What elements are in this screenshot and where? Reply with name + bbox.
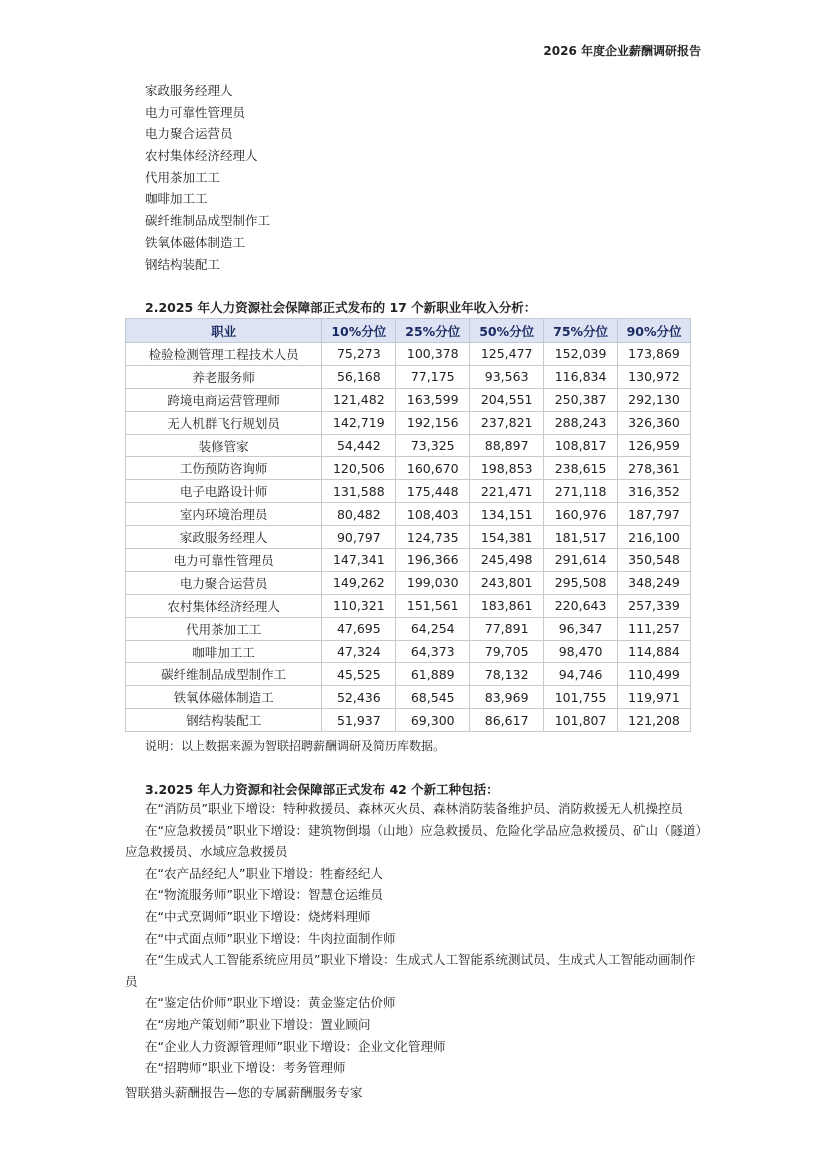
salary-value-cell: 175,448 <box>396 480 470 503</box>
salary-value-cell: 196,366 <box>396 549 470 572</box>
salary-value-cell: 152,039 <box>544 343 618 366</box>
occupation-list-item: 家政服务经理人 <box>145 83 233 98</box>
occupation-cell: 检验检测管理工程技术人员 <box>126 343 322 366</box>
salary-value-cell: 119,971 <box>618 686 691 709</box>
salary-value-cell: 288,243 <box>544 411 618 434</box>
salary-value-cell: 142,719 <box>322 411 396 434</box>
table-row <box>126 617 691 640</box>
salary-value-cell: 130,972 <box>618 365 691 388</box>
salary-value-cell: 183,861 <box>470 594 544 617</box>
salary-value-cell: 88,897 <box>470 434 544 457</box>
table-header-cell: 90%分位 <box>618 319 691 343</box>
occupation-list-item: 电力可靠性管理员 <box>145 104 246 120</box>
salary-value-cell: 61,889 <box>396 663 470 686</box>
table-row <box>126 480 691 503</box>
salary-value-cell: 220,643 <box>544 594 618 617</box>
salary-value-cell: 80,482 <box>322 503 396 526</box>
salary-value-cell: 64,373 <box>396 640 470 663</box>
occupation-cell: 家政服务经理人 <box>126 526 322 549</box>
salary-value-cell: 257,339 <box>618 594 691 617</box>
new-job-type-line: 在“鉴定估价师”职业下增设：黄金鉴定估价师 <box>145 995 396 1011</box>
occupation-cell: 电力可靠性管理员 <box>126 549 322 572</box>
new-job-type-item <box>125 1057 705 1079</box>
salary-value-cell: 160,976 <box>544 503 618 526</box>
salary-value-cell: 86,617 <box>470 709 544 732</box>
salary-value-cell: 114,884 <box>618 640 691 663</box>
new-job-type-line: 在“应急救援员”职业下增设：建筑物倒塌（山地）应急救援员、危险化学品应急救援员、矿山（隧道） <box>145 822 708 838</box>
table-row <box>126 686 691 709</box>
salary-value-cell: 108,403 <box>396 503 470 526</box>
salary-value-cell: 243,801 <box>470 571 544 594</box>
page-header-title: 2026 年度企业薪酬调研报告 <box>543 44 701 58</box>
salary-value-cell: 64,254 <box>396 617 470 640</box>
new-job-type-line: 在“房地产策划师”职业下增设：置业顾问 <box>145 1016 371 1032</box>
salary-value-cell: 77,891 <box>470 617 544 640</box>
new-job-type-item <box>125 820 708 863</box>
occupation-list-item: 钢结构装配工 <box>145 256 221 272</box>
salary-value-cell: 101,807 <box>544 709 618 732</box>
occupation-list-item: 电力聚合运营员 <box>145 126 233 142</box>
salary-value-cell: 250,387 <box>544 388 618 411</box>
occupation-cell: 咖啡加工工 <box>126 640 322 663</box>
salary-value-cell: 111,257 <box>618 617 691 640</box>
salary-value-cell: 78,132 <box>470 663 544 686</box>
occupation-cell: 工伤预防咨询师 <box>126 457 322 480</box>
table-header-cell: 25%分位 <box>396 319 470 343</box>
salary-value-cell: 238,615 <box>544 457 618 480</box>
new-job-type-item <box>125 798 705 820</box>
salary-value-cell: 75,273 <box>322 343 396 366</box>
occupation-cell: 养老服务师 <box>126 365 322 388</box>
table-row <box>126 434 691 457</box>
section3-title: 3.2025 年人力资源和社会保障部正式发布 42 个新工种包括： <box>145 782 499 797</box>
table-body <box>126 343 691 732</box>
salary-value-cell: 98,470 <box>544 640 618 663</box>
salary-value-cell: 52,436 <box>322 686 396 709</box>
salary-table <box>125 318 691 732</box>
salary-value-cell: 160,670 <box>396 457 470 480</box>
salary-value-cell: 45,525 <box>322 663 396 686</box>
salary-value-cell: 151,561 <box>396 594 470 617</box>
new-job-type-line: 在“生成式人工智能系统应用员”职业下增设：生成式人工智能系统测试员、生成式人工智能动画制作 <box>145 952 696 968</box>
new-job-types-list <box>125 798 708 1079</box>
new-job-type-line: 在“中式烹调师”职业下增设：烧烤料理师 <box>145 908 371 924</box>
salary-value-cell: 51,937 <box>322 709 396 732</box>
salary-value-cell: 147,341 <box>322 549 396 572</box>
table-row <box>126 549 691 572</box>
table-row <box>126 526 691 549</box>
new-job-type-line: 在“中式面点师”职业下增设：牛肉拉面制作师 <box>145 930 396 946</box>
occupation-list-item: 代用茶加工工 <box>145 169 221 185</box>
new-job-type-item <box>125 906 705 928</box>
salary-value-cell: 68,545 <box>396 686 470 709</box>
salary-value-cell: 73,325 <box>396 434 470 457</box>
new-job-type-item <box>125 949 705 992</box>
salary-value-cell: 134,151 <box>470 503 544 526</box>
footer-slogan: 智联猎头薪酬报告—您的专属薪酬服务专家 <box>125 1085 363 1100</box>
occupation-cell: 电子电路设计师 <box>126 480 322 503</box>
salary-value-cell: 149,262 <box>322 571 396 594</box>
salary-value-cell: 100,378 <box>396 343 470 366</box>
salary-value-cell: 271,118 <box>544 480 618 503</box>
salary-value-cell: 110,321 <box>322 594 396 617</box>
salary-value-cell: 292,130 <box>618 388 691 411</box>
new-job-type-line: 员 <box>125 973 138 989</box>
salary-value-cell: 56,168 <box>322 365 396 388</box>
occupation-list-item: 碳纤维制品成型制作工 <box>145 213 271 229</box>
new-job-type-line: 在“企业人力资源管理师”职业下增设：企业文化管理师 <box>145 1038 446 1054</box>
salary-value-cell: 101,755 <box>544 686 618 709</box>
new-job-type-item <box>125 992 705 1014</box>
salary-value-cell: 245,498 <box>470 549 544 572</box>
table-row <box>126 365 691 388</box>
new-job-type-item <box>125 863 705 885</box>
salary-value-cell: 326,360 <box>618 411 691 434</box>
salary-value-cell: 116,834 <box>544 365 618 388</box>
data-source-note: 说明：以上数据来源为智联招聘薪酬调研及简历库数据。 <box>145 739 446 753</box>
table-row <box>126 411 691 434</box>
occupation-cell: 碳纤维制品成型制作工 <box>126 663 322 686</box>
table-row <box>126 663 691 686</box>
occupation-list-item: 农村集体经济经理人 <box>145 148 258 164</box>
salary-value-cell: 93,563 <box>470 365 544 388</box>
salary-value-cell: 173,869 <box>618 343 691 366</box>
salary-value-cell: 163,599 <box>396 388 470 411</box>
new-job-type-item <box>125 1014 705 1036</box>
salary-value-cell: 77,175 <box>396 365 470 388</box>
new-job-type-item <box>125 884 705 906</box>
salary-value-cell: 316,352 <box>618 480 691 503</box>
occupation-list-item: 咖啡加工工 <box>145 191 208 207</box>
salary-value-cell: 121,482 <box>322 388 396 411</box>
occupation-cell: 电力聚合运营员 <box>126 571 322 594</box>
occupation-cell: 无人机群飞行规划员 <box>126 411 322 434</box>
table-header-cell: 职业 <box>126 319 322 343</box>
table-row <box>126 343 691 366</box>
new-job-type-line: 在“招聘师”职业下增设：考务管理师 <box>145 1060 346 1076</box>
salary-value-cell: 90,797 <box>322 526 396 549</box>
salary-value-cell: 94,746 <box>544 663 618 686</box>
new-job-type-line: 在“物流服务师”职业下增设：智慧仓运维员 <box>145 887 383 903</box>
salary-value-cell: 278,361 <box>618 457 691 480</box>
salary-value-cell: 187,797 <box>618 503 691 526</box>
salary-value-cell: 216,100 <box>618 526 691 549</box>
salary-value-cell: 125,477 <box>470 343 544 366</box>
salary-value-cell: 83,969 <box>470 686 544 709</box>
table-header-cell: 10%分位 <box>322 319 396 343</box>
new-job-type-line: 在“消防员”职业下增设：特种救援员、森林灭火员、森林消防装备维护员、消防救援无人机操控员 <box>145 801 683 816</box>
salary-value-cell: 120,506 <box>322 457 396 480</box>
section2-title: 2.2025 年人力资源社会保障部正式发布的 17 个新职业年收入分析： <box>145 300 537 315</box>
salary-value-cell: 199,030 <box>396 571 470 594</box>
salary-value-cell: 108,817 <box>544 434 618 457</box>
salary-value-cell: 110,499 <box>618 663 691 686</box>
new-job-type-line: 在“农产品经纪人”职业下增设：牲畜经纪人 <box>145 865 383 881</box>
table-row <box>126 503 691 526</box>
table-row <box>126 571 691 594</box>
salary-value-cell: 124,735 <box>396 526 470 549</box>
salary-value-cell: 131,588 <box>322 480 396 503</box>
occupation-list-item: 铁氧体磁体制造工 <box>145 234 246 250</box>
salary-value-cell: 291,614 <box>544 549 618 572</box>
new-job-type-line: 应急救援员、水域应急救援员 <box>125 844 288 860</box>
salary-value-cell: 96,347 <box>544 617 618 640</box>
salary-value-cell: 192,156 <box>396 411 470 434</box>
salary-value-cell: 198,853 <box>470 457 544 480</box>
new-job-type-item <box>125 1036 705 1058</box>
occupation-cell: 跨境电商运营管理师 <box>126 388 322 411</box>
salary-value-cell: 295,508 <box>544 571 618 594</box>
salary-value-cell: 348,249 <box>618 571 691 594</box>
occupation-cell: 铁氧体磁体制造工 <box>126 686 322 709</box>
salary-value-cell: 121,208 <box>618 709 691 732</box>
salary-value-cell: 154,381 <box>470 526 544 549</box>
salary-value-cell: 204,551 <box>470 388 544 411</box>
salary-value-cell: 47,324 <box>322 640 396 663</box>
occupation-list <box>145 80 270 275</box>
table-row <box>126 594 691 617</box>
table-row <box>126 457 691 480</box>
occupation-cell: 钢结构装配工 <box>126 709 322 732</box>
salary-value-cell: 126,959 <box>618 434 691 457</box>
occupation-cell: 农村集体经济经理人 <box>126 594 322 617</box>
new-job-type-item <box>125 928 705 950</box>
table-row <box>126 709 691 732</box>
table-header-row <box>126 319 691 343</box>
salary-value-cell: 350,548 <box>618 549 691 572</box>
salary-value-cell: 54,442 <box>322 434 396 457</box>
salary-value-cell: 181,517 <box>544 526 618 549</box>
table-row <box>126 640 691 663</box>
salary-value-cell: 79,705 <box>470 640 544 663</box>
table-header-cell: 50%分位 <box>470 319 544 343</box>
salary-value-cell: 237,821 <box>470 411 544 434</box>
table-row <box>126 388 691 411</box>
salary-value-cell: 47,695 <box>322 617 396 640</box>
table-header-cell: 75%分位 <box>544 319 618 343</box>
occupation-cell: 代用茶加工工 <box>126 617 322 640</box>
salary-value-cell: 221,471 <box>470 480 544 503</box>
occupation-cell: 室内环境治理员 <box>126 503 322 526</box>
salary-value-cell: 69,300 <box>396 709 470 732</box>
occupation-cell: 装修管家 <box>126 434 322 457</box>
